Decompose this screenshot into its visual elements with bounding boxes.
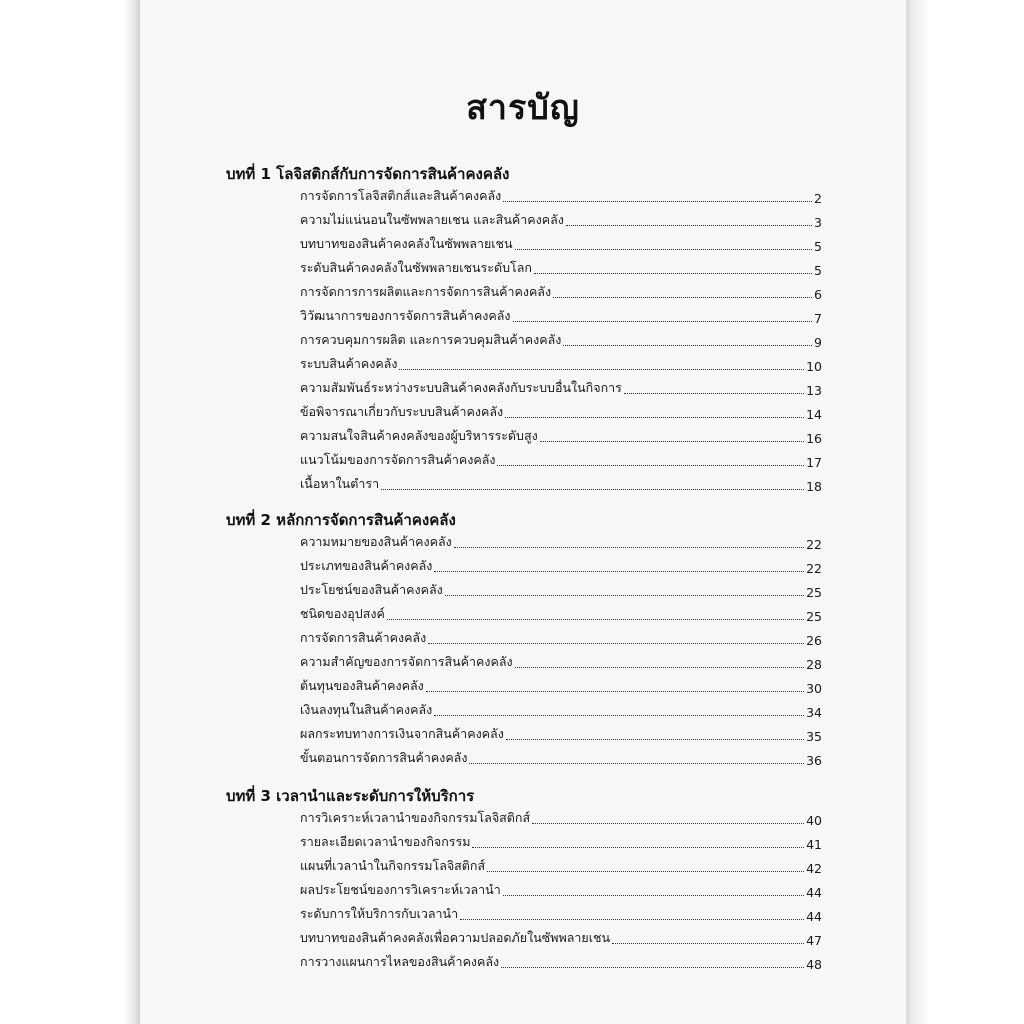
- toc-entry-page: 25: [806, 609, 822, 624]
- toc-entry[interactable]: [300, 402, 822, 422]
- toc-entry-page: 22: [806, 537, 822, 552]
- toc-entry-label: ระดับสินค้าคงคลังในซัพพลายเชนระดับโลก: [300, 260, 532, 275]
- toc-entry-label: ความหมายของสินค้าคงคลัง: [300, 534, 452, 549]
- dot-leader: [381, 489, 804, 490]
- dot-leader: [532, 823, 804, 824]
- dot-leader: [501, 967, 804, 968]
- toc-entry-label: ความสำคัญของการจัดการสินค้าคงคลัง: [300, 654, 513, 669]
- toc-entry-page: 34: [806, 705, 822, 720]
- toc-entry-label: บทบาทของสินค้าคงคลังเพื่อความปลอดภัยในซัพพลายเชน: [300, 930, 611, 945]
- toc-entry-label: ข้อพิจารณาเกี่ยวกับระบบสินค้าคงคลัง: [300, 404, 504, 419]
- toc-entry[interactable]: [300, 904, 822, 924]
- toc-entry-page: 16: [806, 431, 822, 446]
- toc-entry-page: 35: [806, 729, 822, 744]
- dot-leader: [553, 297, 812, 298]
- document-page: [140, 0, 906, 1024]
- toc-entry[interactable]: [300, 330, 822, 350]
- toc-entry[interactable]: [300, 604, 822, 624]
- page-edge-right: [906, 0, 1024, 1024]
- toc-entry-label: ผลกระทบทางการเงินจากสินค้าคงคลัง: [300, 726, 504, 741]
- toc-entry-page: 44: [806, 885, 822, 900]
- toc-entry-page: 47: [806, 933, 822, 948]
- dot-leader: [624, 393, 804, 394]
- toc-entry-page: 42: [806, 861, 822, 876]
- dot-leader: [534, 273, 812, 274]
- toc-entry-label: ระบบสินค้าคงคลัง: [300, 356, 398, 371]
- toc-entry-label: การจัดการสินค้าคงคลัง: [300, 630, 427, 645]
- toc-entry-label: ผลประโยชน์ของการวิเคราะห์เวลานำ: [300, 882, 501, 897]
- toc-entry-label: ความสัมพันธ์ระหว่างระบบสินค้าคงคลังกับระบบอื่นในกิจการ: [300, 380, 622, 395]
- toc-entry-page: 5: [814, 239, 822, 254]
- toc-entry[interactable]: [300, 652, 822, 672]
- page-edge-left: [0, 0, 140, 1024]
- chapter-heading-2: บทที่ 2 หลักการจัดการสินค้าคงคลัง: [226, 511, 456, 529]
- toc-entry-label: ชนิดของอุปสงค์: [300, 606, 385, 621]
- chapter-heading-1: บทที่ 1 โลจิสติกส์กับการจัดการสินค้าคงคลัง: [226, 165, 510, 183]
- toc-entry-page: 10: [806, 359, 822, 374]
- toc-entry-page: 9: [814, 335, 822, 350]
- toc-entry-label: แนวโน้มของการจัดการสินค้าคงคลัง: [300, 452, 496, 467]
- toc-entry[interactable]: [300, 306, 822, 326]
- toc-entry-page: 30: [806, 681, 822, 696]
- toc-entry-page: 3: [814, 215, 822, 230]
- toc-entry-label: ความสนใจสินค้าคงคลังของผู้บริหารระดับสูง: [300, 428, 538, 443]
- toc-entry[interactable]: [300, 628, 822, 648]
- toc-entry-label: ระดับการให้บริการกับเวลานำ: [300, 906, 459, 921]
- dot-leader: [566, 225, 812, 226]
- dot-leader: [426, 691, 804, 692]
- toc-entry[interactable]: [300, 832, 822, 852]
- toc-entry-label: ต้นทุนของสินค้าคงคลัง: [300, 678, 424, 693]
- dot-leader: [434, 571, 804, 572]
- toc-entry-page: 40: [806, 813, 822, 828]
- toc-entry-page: 13: [806, 383, 822, 398]
- toc-entry[interactable]: [300, 258, 822, 278]
- toc-entry[interactable]: [300, 928, 822, 948]
- toc-entry[interactable]: [300, 808, 822, 828]
- toc-entry-label: เงินลงทุนในสินค้าคงคลัง: [300, 702, 433, 717]
- page-title: สารบัญ: [466, 88, 580, 128]
- toc-entry[interactable]: [300, 880, 822, 900]
- toc-entry[interactable]: [300, 700, 822, 720]
- toc-entry-page: 28: [806, 657, 822, 672]
- dot-leader: [506, 739, 804, 740]
- toc-entry[interactable]: [300, 378, 822, 398]
- toc-entry-label: การจัดการการผลิตและการจัดการสินค้าคงคลัง: [300, 284, 552, 299]
- toc-entry-page: 6: [814, 287, 822, 302]
- toc-entry[interactable]: [300, 856, 822, 876]
- dot-leader: [563, 345, 812, 346]
- toc-entry-label: ขั้นตอนการจัดการสินค้าคงคลัง: [300, 750, 468, 765]
- toc-entry-label: การวิเคราะห์เวลานำของกิจกรรมโลจิสติกส์: [300, 810, 531, 825]
- toc-entry[interactable]: [300, 580, 822, 600]
- dot-leader: [515, 667, 804, 668]
- dot-leader: [503, 895, 804, 896]
- toc-entry-page: 14: [806, 407, 822, 422]
- toc-entry-page: 36: [806, 753, 822, 768]
- toc-entry[interactable]: [300, 532, 822, 552]
- toc-entry-page: 18: [806, 479, 822, 494]
- toc-entry-label: การควบคุมการผลิต และการควบคุมสินค้าคงคลัง: [300, 332, 562, 347]
- toc-entry[interactable]: [300, 450, 822, 470]
- toc-entry[interactable]: [300, 676, 822, 696]
- dot-leader: [515, 249, 812, 250]
- toc-entry-label: เนื้อหาในตำรา: [300, 476, 380, 491]
- toc-entry[interactable]: [300, 724, 822, 744]
- dot-leader: [540, 441, 804, 442]
- toc-entry-page: 22: [806, 561, 822, 576]
- toc-entry[interactable]: [300, 354, 822, 374]
- dot-leader: [469, 763, 804, 764]
- toc-entry[interactable]: [300, 474, 822, 494]
- dot-leader: [460, 919, 804, 920]
- toc-entry[interactable]: [300, 556, 822, 576]
- toc-entry-page: 7: [814, 311, 822, 326]
- dot-leader: [472, 847, 804, 848]
- dot-leader: [387, 619, 804, 620]
- dot-leader: [497, 465, 804, 466]
- toc-entry-page: 26: [806, 633, 822, 648]
- toc-entry-label: บทบาทของสินค้าคงคลังในซัพพลายเชน: [300, 236, 513, 251]
- dot-leader: [612, 943, 804, 944]
- toc-entry-label: แผนที่เวลานำในกิจกรรมโลจิสติกส์: [300, 858, 486, 873]
- dot-leader: [434, 715, 804, 716]
- dot-leader: [505, 417, 804, 418]
- dot-leader: [399, 369, 804, 370]
- toc-entry-page: 2: [814, 191, 822, 206]
- toc-entry-page: 5: [814, 263, 822, 278]
- toc-entry-label: ความไม่แน่นอนในซัพพลายเชน และสินค้าคงคลัง: [300, 212, 564, 227]
- toc-entry[interactable]: [300, 952, 822, 972]
- toc-entry-label: ประเภทของสินค้าคงคลัง: [300, 558, 433, 573]
- dot-leader: [513, 321, 813, 322]
- chapter-heading-3: บทที่ 3 เวลานำและระดับการให้บริการ: [226, 787, 475, 805]
- toc-entry[interactable]: [300, 234, 822, 254]
- toc-entry[interactable]: [300, 282, 822, 302]
- toc-entry[interactable]: [300, 748, 822, 768]
- dot-leader: [445, 595, 804, 596]
- toc-entry-label: การวางแผนการไหลของสินค้าคงคลัง: [300, 954, 500, 969]
- toc-entry[interactable]: [300, 426, 822, 446]
- toc-entry-label: วิวัฒนาการของการจัดการสินค้าคงคลัง: [300, 308, 511, 323]
- dot-leader: [503, 201, 812, 202]
- toc-entry-page: 44: [806, 909, 822, 924]
- toc-entry-page: 41: [806, 837, 822, 852]
- toc-entry-label: การจัดการโลจิสติกส์และสินค้าคงคลัง: [300, 188, 502, 203]
- toc-entry-page: 48: [806, 957, 822, 972]
- toc-entry-page: 25: [806, 585, 822, 600]
- toc-entry-label: รายละเอียดเวลานำของกิจกรรม: [300, 834, 471, 849]
- toc-entry-page: 17: [806, 455, 822, 470]
- toc-entry-label: ประโยชน์ของสินค้าคงคลัง: [300, 582, 443, 597]
- toc-entry[interactable]: [300, 186, 822, 206]
- toc-entry[interactable]: [300, 210, 822, 230]
- dot-leader: [487, 871, 804, 872]
- dot-leader: [454, 547, 804, 548]
- dot-leader: [428, 643, 804, 644]
